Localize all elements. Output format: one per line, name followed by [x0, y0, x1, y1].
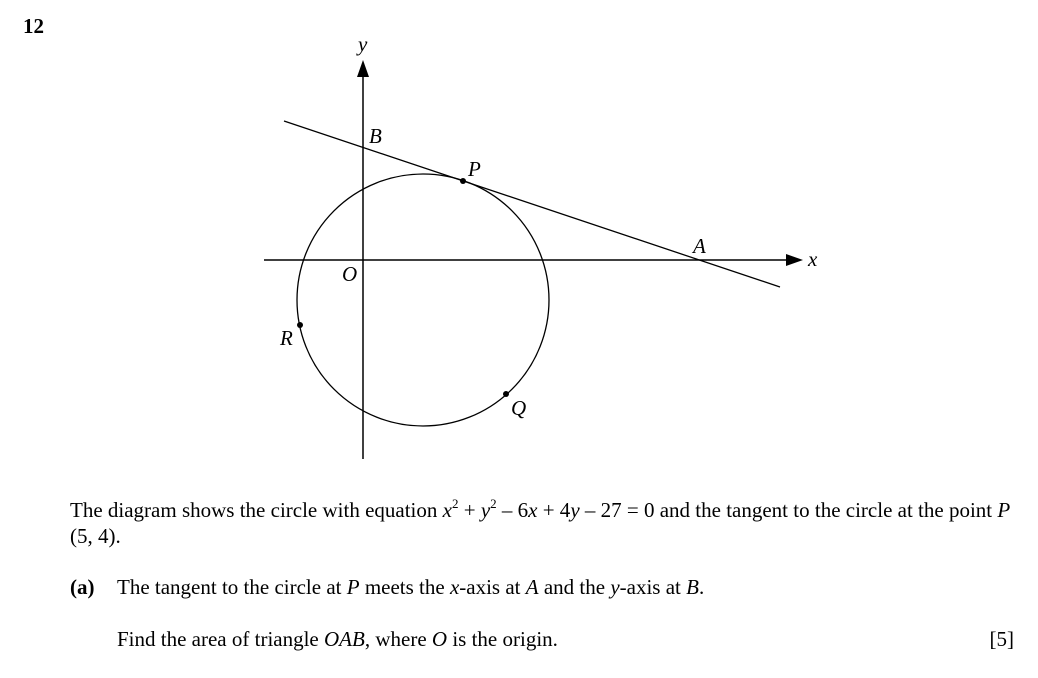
y-axis-label: y — [358, 32, 368, 56]
label-Q: Q — [511, 396, 527, 420]
label-B: B — [369, 124, 382, 148]
label-P: P — [468, 157, 481, 181]
part-a-marks: [5] — [989, 627, 1014, 651]
part-a-label: (a) — [70, 575, 95, 599]
label-O: O — [342, 262, 358, 286]
point-Q-dot — [503, 391, 509, 397]
point-R-dot — [297, 322, 303, 328]
question-number: 12 — [23, 14, 44, 38]
part-a-task: Find the area of triangle OAB, where O is the origin. — [117, 627, 558, 651]
label-A: A — [693, 234, 706, 258]
part-a-statement: The tangent to the circle at P meets the x-axis at A and the y-axis at B. — [117, 575, 705, 599]
tangent-line — [284, 121, 780, 287]
point-P-dot — [460, 178, 466, 184]
x-axis-arrow-icon — [786, 254, 803, 266]
question-intro: The diagram shows the circle with equation $x^2 + y^2 - 6x + 4y - 27 = 0$ and the tangent to the circle at the point P (5, 4). — [70, 496, 1011, 548]
label-R: R — [280, 326, 293, 350]
circle — [297, 174, 549, 426]
x-axis-label: x — [808, 247, 818, 271]
y-axis-arrow-icon — [357, 60, 369, 77]
